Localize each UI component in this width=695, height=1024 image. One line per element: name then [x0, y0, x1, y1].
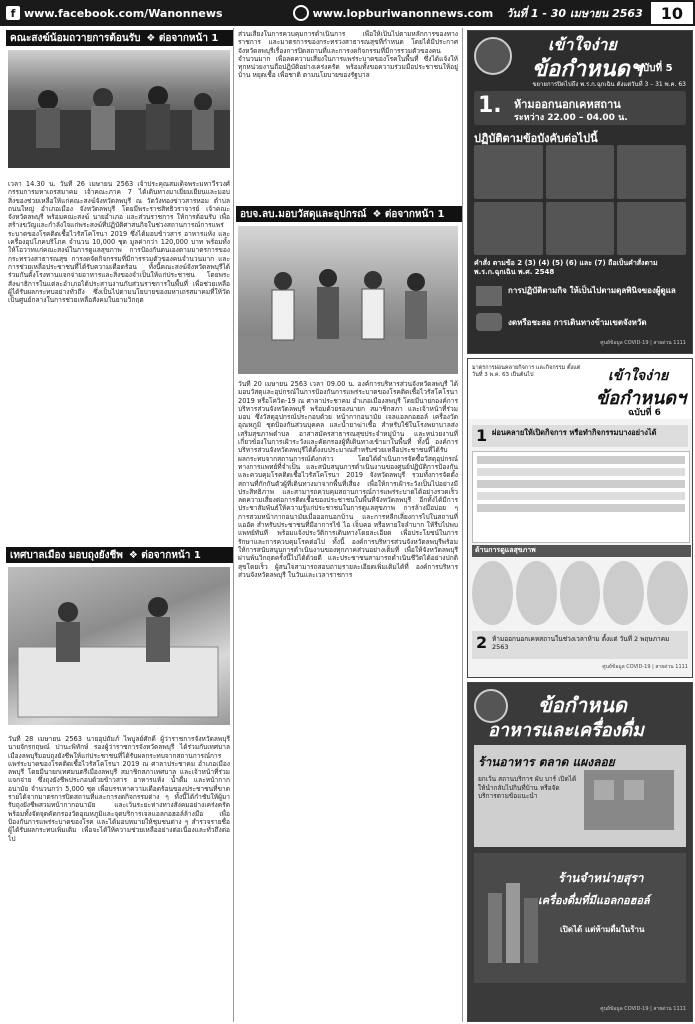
- decree-5-item-5: งดหรือชะลอ การเดินทางข้ามเขตจังหวัด: [508, 318, 647, 327]
- column-divider: [462, 28, 463, 1022]
- decree-6-edition: ฉบับที่ 6: [628, 408, 661, 418]
- government-seal-icon: [474, 37, 512, 75]
- food-footer: ศูนย์ข้อมูล COVID-19 | สายด่วน 1111: [600, 1006, 686, 1012]
- curfew-rule: ห้ามออกนอกเคหสถาน: [514, 98, 621, 111]
- article-title: อบจ.ลบ.มอบวัสดุและอุปกรณ์: [240, 208, 367, 220]
- food-title-1: ข้อกำหนด: [538, 693, 627, 717]
- curfew-box: [474, 91, 686, 125]
- page-number: 10: [651, 2, 693, 24]
- list-line: [477, 468, 685, 476]
- rule-tile: [617, 202, 686, 256]
- rule-tile: [546, 202, 615, 256]
- article-title: คณะสงฆ์น้อมถวายการต้อนรับ: [10, 32, 141, 44]
- decree-6-title-2: ข้อกำหนดฯ: [596, 388, 687, 409]
- continued-label: ต่อจากหน้า 1: [158, 32, 219, 44]
- column-divider: [233, 28, 234, 1022]
- article-body-monks: เวลา 14.30 น. วันที่ 26 เมษายน 2563 เจ้าประคุณสมเด็จพระมหาวีรวงศ์ กรรมการมหาเถรสมาคม เจ้าคณะภาค 7 ได้เดินทางมาเยี่ยมเยียนและมอบสิ่งของช่วยเหลือให้แก่คณะสงฆ์จังหวัดลพบุรี ณ วัดวังทองข่าวสารหอม ตำบลถนนใหญ่ อำเภอเมือง จังหวัดลพบุรี โดยมีพระราชสิทธิวราจารย์ เจ้าคณะจังหวัดลพบุรี พร้อมคณะสงฆ์ นายอำเภอ และส่วนราชการ ให้การต้อนรับ เพื่อสร้างขวัญและกำลังใจแก่พระสงฆ์ที่ปฏิบัติศาสนกิจในช่วงสถานการณ์การแพร่ระบาดของโรคติดเชื้อไวรัสโคโรนา 2019 ซึ่งได้มอบข้าวสาร อาหารแห้ง และเครื่องอุปโภคบริโภค จำนวน 10,000 ชุด มูลค่ากว่า 120,000 บาท พร้อมทั้งให้โอวาทแก่คณะสงฆ์ในการดูแลสุขภาพ การป้องกันตนเองตามมาตรการของกระทรวงสาธารณสุข การงดจัดกิจกรรมที่มีการรวมตัวของคนจำนวนมาก และการช่วยเหลือประชาชนที่ได้รับความเดือดร้อน ทั้งนี้คณะสงฆ์จังหวัดลพบุรีได้ร่วมกันตั้งโรงทานแจกจ่ายอาหารและสิ่งของจำเป็นให้แก่ประชาชน โดยพระสังฆาธิการในแต่ละอำเภอได้ประสานงานกับส่วนราชการในพื้นที่ เพื่อช่วยเหลือผู้ได้รับผลกระทบอย่างทั่วถึง ซึ่งเป็นไปตามนโยบายของมหาเถรสมาคมที่ให้วัดเป็นศูนย์กลางในการช่วยเหลือสังคมในยามวิกฤต: [8, 180, 230, 305]
- decree-5-footer: ศูนย์ข้อมูล COVID-19 | สายด่วน 1111: [600, 340, 686, 346]
- decree-6-section-3: [472, 631, 688, 659]
- clinic-icon: [516, 561, 557, 625]
- item-number: 1: [476, 426, 488, 445]
- liquor-heading-2: เครื่องดื่มที่มีแอลกอฮอล์: [538, 894, 650, 907]
- decree-6-intro: มาตรการผ่อนคลายกิจการ และกิจกรรม ตั้งแต่ วันที่ 3 พ.ค. 63 เป็นต้นไป: [472, 365, 581, 378]
- rule-tile: [546, 145, 615, 199]
- continued-label: ต่อจากหน้า 1: [384, 208, 445, 220]
- restaurant-desc: ยกเว้น สถานบริการ ผับ บาร์ เปิดได้ ให้นำกลับไปกินที่บ้าน หรือจัดบริการตามข้อแนะนำ: [478, 775, 577, 800]
- article-head-pao: [236, 206, 462, 222]
- relief-bags-photo: [8, 567, 230, 725]
- page-header: [0, 0, 695, 26]
- care-icon: [647, 561, 688, 625]
- decree-5-infographic: [467, 30, 693, 354]
- decree-6-section-3-text: ห้ามออกนอกเคหสถานในช่วงเวลาห้าม ตั้งแต่ วันที่ 2 พฤษภาคม 2563: [492, 635, 670, 651]
- continued-badge: ❖ ต่อจากหน้า 1: [128, 549, 201, 561]
- rules-grid: [474, 145, 686, 255]
- article-body-municipality: วันที่ 28 เมษายน 2563 นายอุปถัมภ์ ไพบูลย์ศักดิ์ ผู้ว่าราชการจังหวัดลพบุรี นายจักรกฤษณ์ ปานะพิทักษ์ รองผู้ว่าราชการจังหวัดลพบุรี ได้ร่วมกับเทศบาลเมืองลพบุรีมอบถุงยังชีพให้แก่ประชาชนที่ได้รับผลกระทบจากสถานการณ์การแพร่ระบาดของโรคติดเชื้อไวรัสโคโรนา 2019 ณ ศาลาประชาคม อำเภอเมืองลพบุรี โดยมีนายกเทศมนตรีเมืองลพบุรี สมาชิกสภาเทศบาล และเจ้าหน้าที่ร่วมแจกจ่าย ซึ่งถุงยังชีพประกอบด้วยข้าวสาร อาหารแห้ง น้ำดื่ม และหน้ากากอนามัย จำนวนกว่า 5,000 ชุด เพื่อบรรเทาความเดือดร้อนของประชาชนที่ขาดรายได้จากมาตรการปิดสถานที่และการงดกิจกรรมต่าง ๆ ทั้งนี้ได้กำชับให้ผู้มารับถุงยังชีพสวมหน้ากากอนามัย และเว้นระยะห่างทางสังคมอย่างเคร่งครัด พร้อมทั้งจัดจุดคัดกรองวัดอุณหภูมิและจุดบริการเจลแอลกอฮอล์ล้างมือ เพื่อป้องกันการแพร่ระบาดของโรค และได้มอบหมายให้ชุมชนต่าง ๆ สำรวจรายชื่อผู้ได้รับผลกระทบเพิ่มเติม เพื่อจะได้ให้ความช่วยเหลืออย่างต่อเนื่องและทั่วถึงต่อไป: [8, 735, 230, 843]
- article-head-monks: [6, 30, 234, 46]
- decree-6-list: [472, 451, 690, 543]
- issue-date: วันที่ 1 - 30 เมษายน 2563: [506, 7, 643, 20]
- continued-badge: ❖ ต่อจากหน้า 1: [146, 32, 219, 44]
- list-line: [477, 480, 685, 488]
- website-url[interactable]: www.lopburiwanonnews.com: [312, 6, 494, 20]
- decree-5-item-3: คำสั่ง ตามข้อ 2 (3) (4) (5) (6) และ (7) ถือเป็นคำสั่งตาม พ.ร.ก.ฉุกเฉิน พ.ศ. 2548: [474, 259, 658, 276]
- lab-icon: [603, 561, 644, 625]
- decree-5-subtitle: ขยายการปิดไปถึง พ.ร.ก.ฉุกเฉิน ดังแต่วันที่ 3 – 31 พ.ค. 63: [532, 81, 686, 88]
- liquor-heading: ร้านจำหน่ายสุรา: [558, 871, 644, 885]
- relief-bags-figures: [8, 567, 230, 725]
- list-line: [477, 492, 685, 500]
- health-icons-grid: [472, 561, 688, 625]
- list-line: [477, 504, 685, 512]
- restaurant-heading: ร้านอาหาร ตลาด แผงลอย: [478, 755, 615, 769]
- article-body-continued: ส่วนเสี่ยงในการควบคุมการดำเนินการ เพื่อให้เป็นไปตามหลักการของทางราชการ และมาตรการของกระทรวงสาธารณสุขที่กำหนด โดยได้มีประกาศจังหวัดลพบุรีเรื่องการปิดสถานที่และการงดกิจกรรมที่มีการรวมตัวของคนจำนวนมาก เพื่อลดความเสี่ยงในการแพร่ระบาดของโรคในพื้นที่ ซึ่งได้แจ้งให้ทุกหน่วยงานถือปฏิบัติอย่างเคร่งครัด พร้อมทั้งขอความร่วมมือประชาชนให้อยู่บ้าน หยุดเชื้อ เพื่อชาติ ตามนโยบายของรัฐบาล: [238, 30, 458, 80]
- list-line: [477, 456, 685, 464]
- decree-6-health-heading: ด้านการดูแลสุขภาพ: [472, 545, 691, 557]
- continued-badge: ❖ ต่อจากหน้า 1: [372, 208, 445, 220]
- decree-6-footer: ศูนย์ข้อมูล COVID-19 | สายด่วน 1111: [602, 664, 688, 670]
- rules-heading: ปฏิบัติตามข้อบังคับต่อไปนี้: [474, 132, 598, 145]
- facebook-icon: f: [6, 6, 20, 20]
- food-title-2: อาหารและเครื่องดื่ม: [488, 720, 644, 741]
- rule-tile: [474, 145, 543, 199]
- decree-6-section-1-text: ผ่อนคลายให้เปิดกิจการ หรือทำกิจกรรมบางอย่างได้: [492, 428, 657, 437]
- curfew-hours: ระหว่าง 22.00 – 04.00 น.: [514, 113, 628, 123]
- article-head-municipality: [6, 547, 234, 563]
- decree-5-edition: ฉบับที่ 5: [636, 63, 673, 74]
- decree-5-title-1: เข้าใจง่าย: [548, 35, 617, 54]
- food-decree-infographic: [467, 682, 693, 1022]
- monks-ceremony-photo: [8, 50, 230, 168]
- decree-6-title-1: เข้าใจง่าย: [608, 368, 669, 384]
- pao-donation-photo: [238, 226, 458, 374]
- continued-label: ต่อจากหน้า 1: [141, 549, 201, 561]
- article-body-pao: วันที่ 20 เมษายน 2563 เวลา 09.00 น. องค์การบริหารส่วนจังหวัดลพบุรี ได้มอบวัสดุและอุปกรณ์ในการป้องกันการแพร่ระบาดของโรคติดเชื้อไวรัสโคโรนา 2019 หรือโควิด-19 ณ ศาลาประชาคม อำเภอเมืองลพบุรี โดยมีนายกองค์การบริหารส่วนจังหวัดลพบุรี พร้อมด้วยรองนายก สมาชิกสภา และเจ้าหน้าที่ร่วมมอบ ซึ่งวัสดุอุปกรณ์ประกอบด้วย หน้ากากอนามัย เจลแอลกอฮอล์ เครื่องวัดอุณหภูมิ ชุดป้องกันส่วนบุคคล และน้ำยาฆ่าเชื้อ สำหรับใช้ในโรงพยาบาลส่งเสริมสุขภาพตำบล อาสาสมัครสาธารณสุขประจำหมู่บ้าน และหน่วยงานที่เกี่ยวข้องในการเฝ้าระวังและคัดกรองผู้ที่เดินทางเข้ามาในพื้นที่ ทั้งนี้ องค์การบริหารส่วนจังหวัดลพบุรีได้ตั้งงบประมาณสำหรับช่วยเหลือประชาชนที่ได้รับผลกระทบจากสถานการณ์ดังกล่าว โดยได้ดำเนินการจัดซื้อวัสดุอุปกรณ์ทางการแพทย์ที่จำเป็น และสนับสนุนการดำเนินงานของศูนย์ปฏิบัติการป้องกันและควบคุมโรคติดเชื้อไวรัสโคโรนา 2019 จังหวัดลพบุรี รวมทั้งการจัดตั้งสถานที่กักกันตัวผู้ที่เดินทางมาจากพื้นที่เสี่ยง เพื่อให้การเฝ้าระวังเป็นไปอย่างมีประสิทธิภาพ และสามารถควบคุมสถานการณ์การแพร่ระบาดได้อย่างรวดเร็ว ลดความเสี่ยงต่อการติดเชื้อของประชาชนในพื้นที่จังหวัดลพบุรี อีกทั้งได้มีการประชาสัมพันธ์ให้ความรู้แก่ประชาชนในการดูแลสุขภาพ การล้างมือบ่อย ๆ การสวมหน้ากากอนามัยเมื่อออกนอกบ้าน และการหลีกเลี่ยงการไปในสถานที่แออัด สำหรับประชาชนที่มีอาการไข้ ไอ เจ็บคอ หรือหายใจลำบาก ให้รีบไปพบแพทย์ทันที พร้อมแจ้งประวัติการเดินทางโดยละเอียด เพื่อประโยชน์ในการรักษาและการควบคุมโรคต่อไป ทั้งนี้ องค์การบริหารส่วนจังหวัดลพบุรีพร้อมให้การสนับสนุนการดำเนินงานของทุกภาคส่วนอย่างเต็มที่ เพื่อให้จังหวัดลพบุรีผ่านพ้นวิกฤตครั้งนี้ไปได้ด้วยดี และประชาชนสามารถดำเนินชีวิตได้อย่างปกติสุขโดยเร็ว ผู้สนใจสามารถสอบถามรายละเอียดเพิ่มเติมได้ที่ องค์การบริหารส่วนจังหวัดลพบุรี ในวันและเวลาราชการ: [238, 380, 458, 579]
- rule-tile: [617, 145, 686, 199]
- building-icon: [476, 286, 502, 306]
- item-number: 1.: [478, 93, 502, 118]
- article-title: เทศบาลเมือง มอบถุงยังชีพ: [10, 549, 123, 561]
- rule-tile: [474, 202, 543, 256]
- pharmacy-icon: [560, 561, 601, 625]
- hospital-icon: [472, 561, 513, 625]
- decree-5-item-4: การปฏิบัติตามกิจ ให้เป็นไปตามดุลพินิจของผู้ดูแล: [508, 286, 676, 295]
- decree-5-title-2: ข้อกำหนดฯ: [532, 57, 643, 82]
- globe-icon: [293, 5, 309, 21]
- car-icon: [476, 313, 502, 331]
- pao-photo-figures: [238, 226, 458, 374]
- liquor-desc: เปิดได้ แต่ห้ามดื่มในร้าน: [560, 925, 645, 934]
- facebook-url[interactable]: www.facebook.com/Wanonnews: [24, 6, 223, 20]
- decree-6-infographic: [467, 358, 693, 678]
- monks-photo-figures: [8, 50, 230, 168]
- item-number: 2: [476, 633, 488, 652]
- decree-6-section-1: [472, 425, 688, 447]
